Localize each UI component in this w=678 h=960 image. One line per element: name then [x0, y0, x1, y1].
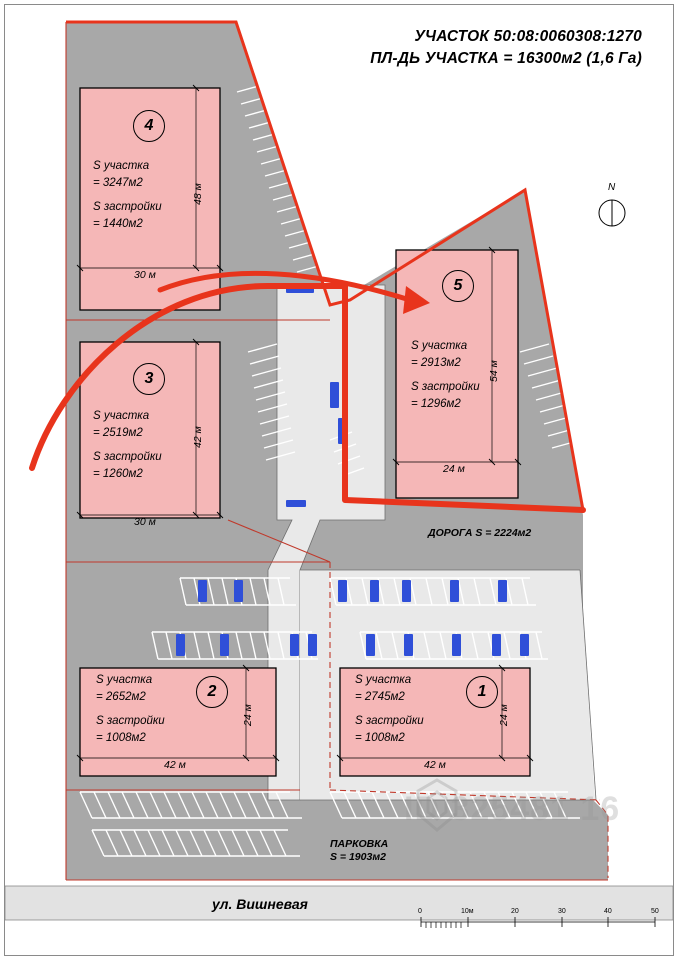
scale-tick-10: 10м [461, 908, 474, 915]
scale-tick-40: 40 [604, 908, 612, 915]
parking-label-line2: S = 1903м2 [330, 851, 386, 863]
lot-1-area-label: S участка [355, 674, 412, 686]
lot-2-info [96, 672, 165, 747]
parking-row-top-right [345, 122, 414, 250]
lot-4-info [93, 158, 162, 233]
lot-5-build-value: = 1296м2 [411, 398, 461, 411]
title-block [370, 26, 642, 71]
lot-1-dim-width: 42 м [424, 759, 446, 771]
compass-rose [599, 200, 625, 226]
watermark-text: ID 325481 16 [404, 790, 621, 828]
scale-tick-30: 30 [558, 908, 566, 915]
scale-tick-0: 0 [418, 908, 422, 915]
lot-5-area-value: = 2913м2 [411, 356, 461, 369]
lot-2-area-value: = 2652м2 [96, 690, 146, 703]
lot-2-build-label: S застройки [96, 715, 165, 728]
lot-3-area-value: = 2519м2 [93, 426, 143, 439]
street-name-label: ул. Вишневая [212, 896, 308, 912]
lot-5-dim-height: 54 м [488, 360, 500, 382]
lot-3-build-value: = 1260м2 [93, 468, 143, 481]
lot-3-build-label: S застройки [93, 451, 162, 464]
lot-1-info [355, 672, 424, 747]
lot-2-dim-height: 24 м [242, 704, 254, 726]
lot-2-number: 2 [196, 676, 228, 708]
title-line-1: УЧАСТОК 50:08:0060308:1270 [414, 28, 642, 45]
lot-3-area-label: S участка [93, 410, 150, 422]
lot-3-info [93, 408, 162, 483]
lot-4-build-value: = 1440м2 [93, 218, 143, 231]
lot-1-area-value: = 2745м2 [355, 690, 405, 703]
lot-5-number: 5 [442, 270, 474, 302]
lot-3-dim-height: 42 м [192, 426, 204, 448]
compass-north-letter: N [608, 182, 616, 193]
lot-4-build-label: S застройки [93, 201, 162, 214]
lot-1-build-label: S застройки [355, 715, 424, 728]
lot-2-build-value: = 1008м2 [96, 732, 146, 745]
lot-1-dim-height: 24 м [498, 704, 510, 726]
lot-5-dim-width: 24 м [443, 463, 465, 475]
lot-4-area-value: = 3247м2 [93, 176, 143, 189]
lot-3-dim-width: 30 м [134, 516, 156, 528]
lot-5-info [411, 338, 480, 413]
lot-4-number: 4 [133, 110, 165, 142]
title-line-2: ПЛ-ДЬ УЧАСТКА = 16300м2 (1,6 Га) [370, 50, 642, 68]
lot-4-area-label: S участка [93, 160, 150, 172]
street-band [5, 886, 673, 920]
lot-5-build-label: S застройки [411, 381, 480, 394]
lot-5-area-label: S участка [411, 340, 468, 352]
lot-3-number: 3 [133, 363, 165, 395]
road-area-label: ДОРОГА S = 2224м2 [428, 527, 532, 539]
lot-1-build-value: = 1008м2 [355, 732, 405, 745]
scale-tick-20: 20 [511, 908, 519, 915]
lot-1-number: 1 [466, 676, 498, 708]
lot-4-dim-width: 30 м [134, 269, 156, 281]
parking-label-line1: ПАРКОВКА [330, 838, 389, 850]
lot-2-dim-width: 42 м [164, 759, 186, 771]
lot-2-area-label: S участка [96, 674, 153, 686]
scale-tick-50: 50 [651, 908, 659, 915]
lot-4-dim-height: 48 м [192, 183, 204, 205]
